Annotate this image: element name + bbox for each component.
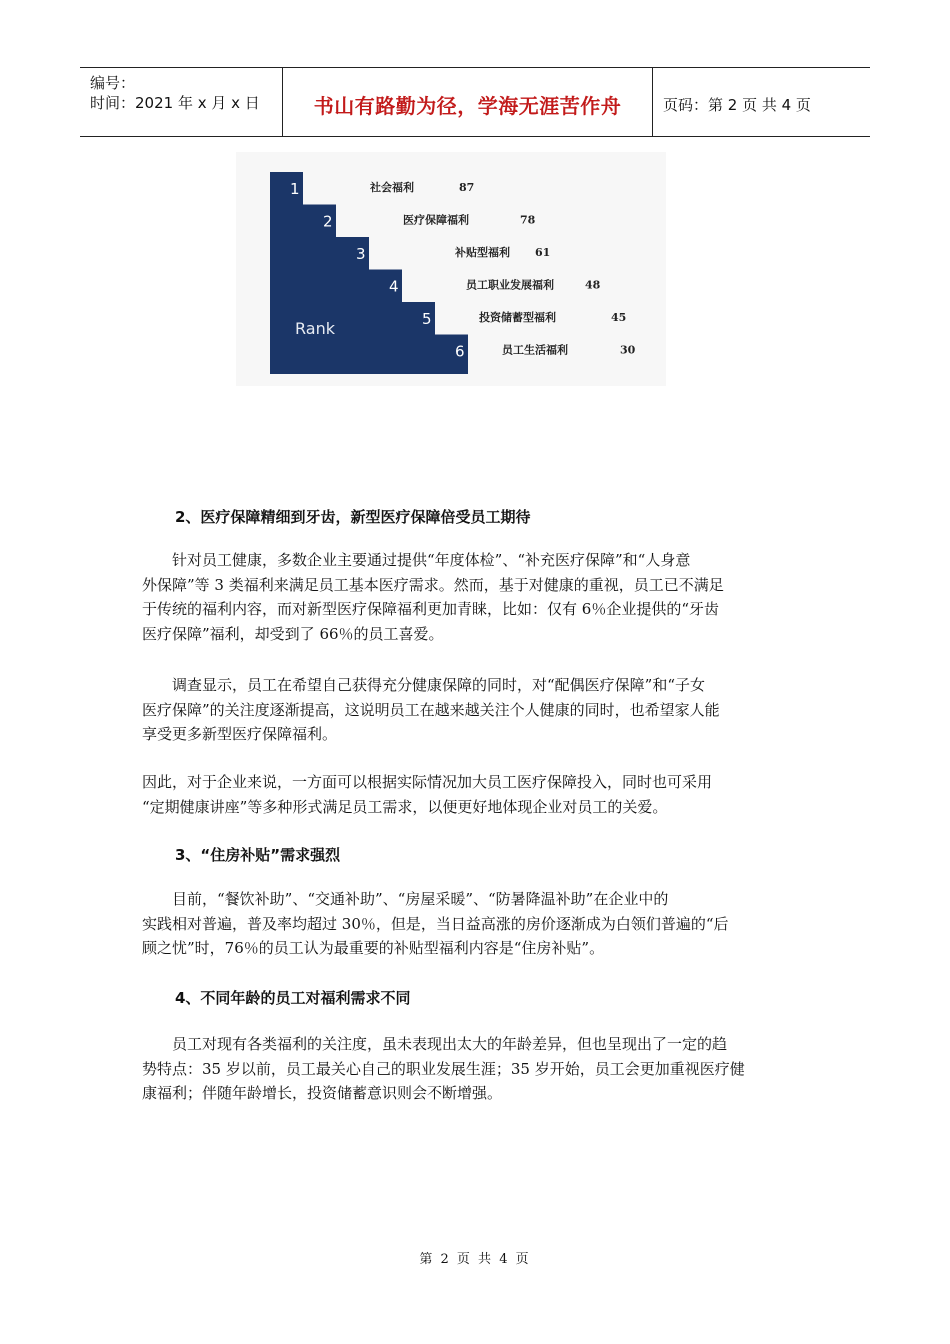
benefit-value: 48 bbox=[585, 278, 601, 292]
document-time-label: 时间：2021 年 x 月 x 日 bbox=[90, 94, 260, 112]
document-number-label: 编号： bbox=[90, 74, 136, 92]
paragraph-line: 享受更多新型医疗保障福利。 bbox=[142, 725, 338, 743]
document-header bbox=[80, 67, 870, 137]
rank-number-6: 6 bbox=[455, 342, 465, 361]
motto-text: 书山有路勤为径，学海无涯苦作舟 bbox=[313, 94, 622, 118]
paragraph-line: 针对员工健康，多数企业主要通过提供“年度体检”、“补充医疗保障”和“人身意 bbox=[142, 551, 691, 569]
header-meta-cell bbox=[80, 68, 283, 136]
paragraph-line: 目前，“餐饮补助”、“交通补助”、“房屋采暖”、“防暑降温补助”在企业中的 bbox=[142, 890, 669, 908]
paragraph-line: 员工对现有各类福利的关注度，虽未表现出太大的年龄差异，但也呈现出了一定的趋 bbox=[142, 1035, 728, 1053]
section-4-title: 4、不同年龄的员工对福利需求不同 bbox=[175, 989, 411, 1007]
benefit-label: 员工职业发展福利 bbox=[466, 278, 554, 292]
paragraph-line: 医疗保障”福利，却受到了 66％的员工喜爱。 bbox=[142, 624, 444, 643]
paragraph-line: 调查显示，员工在希望自己获得充分健康保障的同时，对“配偶医疗保障”和“子女 bbox=[142, 676, 706, 694]
rank-number-4: 4 bbox=[389, 277, 399, 296]
rank-number-2: 2 bbox=[323, 212, 333, 231]
section-3-paragraph-1 bbox=[142, 887, 810, 961]
benefit-value: 45 bbox=[611, 311, 627, 324]
paragraph-line: 势特点：35 岁以前，员工最关心自己的职业发展生涯；35 岁开始，员工会更加重视医疗健 bbox=[142, 1059, 745, 1078]
benefit-value: 87 bbox=[459, 181, 475, 194]
paragraph-line: 实践相对普遍，普及率均超过 30％，但是，当日益高涨的房价逐渐成为白领们普遍的“后 bbox=[142, 914, 729, 933]
benefit-label: 员工生活福利 bbox=[502, 343, 568, 357]
benefit-label: 投资储蓄型福利 bbox=[479, 311, 556, 324]
rank-number-3: 3 bbox=[356, 245, 366, 263]
rank-staircase bbox=[236, 152, 666, 386]
section-2-title: 2、医疗保障精细到牙齿，新型医疗保障倍受员工期待 bbox=[175, 508, 531, 526]
paragraph-line: 外保障”等 3 类福利来满足员工基本医疗需求。然而，基于对健康的重视，员工已不满足 bbox=[142, 575, 724, 594]
paragraph-line: 康福利；伴随年龄增长，投资储蓄意识则会不断增强。 bbox=[142, 1084, 503, 1102]
rank-number-1: 1 bbox=[290, 180, 300, 198]
benefit-label: 社会福利 bbox=[370, 181, 414, 194]
benefit-value: 30 bbox=[620, 343, 636, 357]
benefit-value: 78 bbox=[520, 213, 536, 227]
header-motto-cell bbox=[283, 68, 653, 136]
section-3-title: 3、“住房补贴”需求强烈 bbox=[175, 846, 341, 864]
section-4-paragraph-1 bbox=[142, 1032, 810, 1106]
section-2-paragraph-3 bbox=[142, 770, 810, 819]
paragraph-line: 于传统的福利内容，而对新型医疗保障福利更加青睐，比如：仅有 6％企业提供的“牙齿 bbox=[142, 600, 719, 618]
paragraph-line: 因此，对于企业来说，一方面可以根据实际情况加大员工医疗保障投入，同时也可采用 bbox=[142, 773, 713, 791]
rank-label: Rank bbox=[295, 319, 335, 338]
paragraph-line: “定期健康讲座”等多种形式满足员工需求，以便更好地体现企业对员工的关爱。 bbox=[142, 797, 668, 816]
benefit-label: 补贴型福利 bbox=[455, 246, 510, 259]
paragraph-line: 医疗保障”的关注度逐渐提高，这说明员工在越来越关注个人健康的同时，也希望家人能 bbox=[142, 700, 720, 719]
staircase-shape bbox=[270, 172, 468, 374]
benefit-rank-figure bbox=[236, 152, 666, 386]
page-footer: 第 2 页 共 4 页 bbox=[419, 1252, 531, 1267]
section-2-paragraph-2 bbox=[142, 673, 810, 747]
benefit-value: 61 bbox=[535, 246, 551, 259]
benefit-label: 医疗保障福利 bbox=[403, 213, 469, 227]
rank-number-5: 5 bbox=[422, 310, 432, 328]
header-page-cell bbox=[653, 68, 870, 136]
section-2-paragraph-1 bbox=[142, 548, 810, 646]
page-number-label: 页码：第 2 页 共 4 页 bbox=[663, 96, 811, 114]
paragraph-line: 顾之忧”时，76％的员工认为最重要的补贴型福利内容是“住房补贴”。 bbox=[142, 939, 605, 957]
